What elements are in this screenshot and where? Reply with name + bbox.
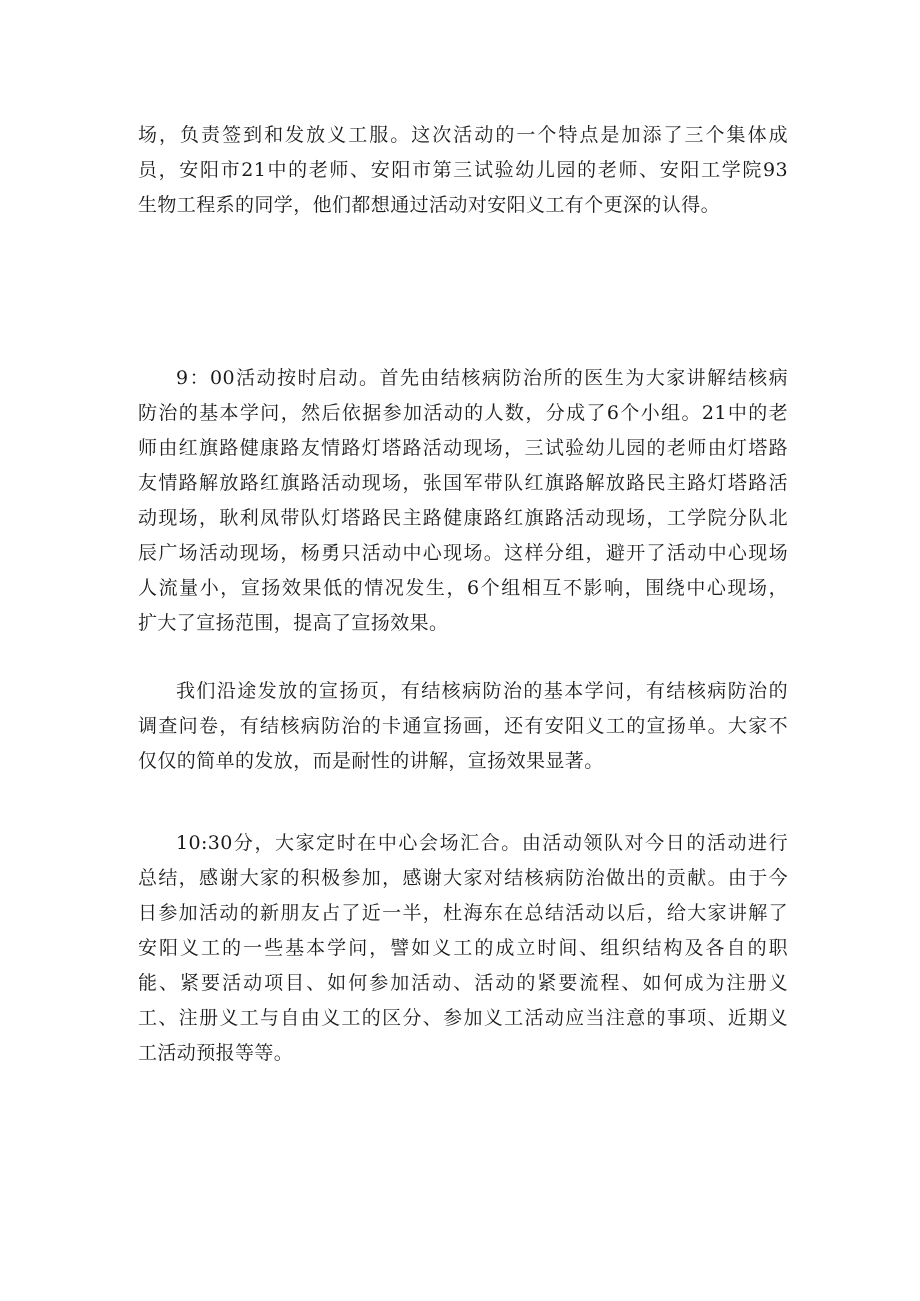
paragraph-line: 总结，感谢大家的积极参加，感谢大家对结核病防治做出的贡献。由于今 — [138, 867, 788, 889]
paragraph-4 — [138, 826, 788, 1071]
paragraph-line: 辰广场活动现场，杨勇只活动中心现场。这样分组，避开了活动中心现场 — [138, 542, 788, 564]
paragraph-2 — [138, 361, 788, 641]
paragraph-line: 调查问卷，有结核病防治的卡通宣扬画，还有安阳义工的宣扬单。大家不 — [138, 715, 788, 737]
paragraph-line: 仅仅的简单的发放，而是耐性的讲解，宣扬效果显著。 — [138, 750, 604, 772]
paragraph-1 — [138, 118, 788, 223]
paragraph-line: 动现场，耿利凤带队灯塔路民主路健康路红旗路活动现场，工学院分队北 — [138, 507, 788, 529]
paragraph-line: 师由红旗路健康路友情路灯塔路活动现场，三试验幼儿园的老师由灯塔路 — [138, 437, 788, 459]
paragraph-line: 员，安阳市21中的老师、安阳市第三试验幼儿园的老师、安阳工学院93 — [138, 159, 788, 181]
paragraph-line: 能、紧要活动项目、如何参加活动、活动的紧要流程、如何成为注册义 — [138, 972, 788, 994]
paragraph-line: 安阳义工的一些基本学问，譬如义工的成立时间、组织结构及各自的职 — [138, 937, 788, 959]
paragraph-line: 人流量小，宣扬效果低的情况发生，6个组相互不影响，围绕中心现场， — [138, 577, 788, 599]
paragraph-line: 生物工程系的同学，他们都想通过活动对安阳义工有个更深的认得。 — [138, 194, 721, 216]
paragraph-line: 9：00活动按时启动。首先由结核病防治所的医生为大家讲解结核病 — [176, 367, 788, 389]
paragraph-line: 日参加活动的新朋友占了近一半，杜海东在总结活动以后，给大家讲解了 — [138, 902, 788, 924]
paragraph-line: 场，负责签到和发放义工服。这次活动的一个特点是加添了三个集体成 — [138, 124, 788, 146]
paragraph-line: 我们沿途发放的宣扬页，有结核病防治的基本学问，有结核病防治的 — [176, 680, 788, 702]
paragraph-line: 工、注册义工与自由义工的区分、参加义工活动应当注意的事项、近期义 — [138, 1007, 788, 1029]
paragraph-line: 扩大了宣扬范围，提高了宣扬效果。 — [138, 612, 449, 634]
paragraph-line: 10:30分，大家定时在中心会场汇合。由活动领队对今日的活动进行 — [176, 832, 788, 854]
paragraph-line: 工活动预报等等。 — [138, 1042, 294, 1064]
paragraph-line: 防治的基本学问，然后依据参加活动的人数，分成了6个小组。21中的老 — [138, 402, 788, 424]
paragraph-line: 友情路解放路红旗路活动现场，张国军带队红旗路解放路民主路灯塔路活 — [138, 472, 788, 494]
paragraph-3 — [138, 674, 788, 779]
